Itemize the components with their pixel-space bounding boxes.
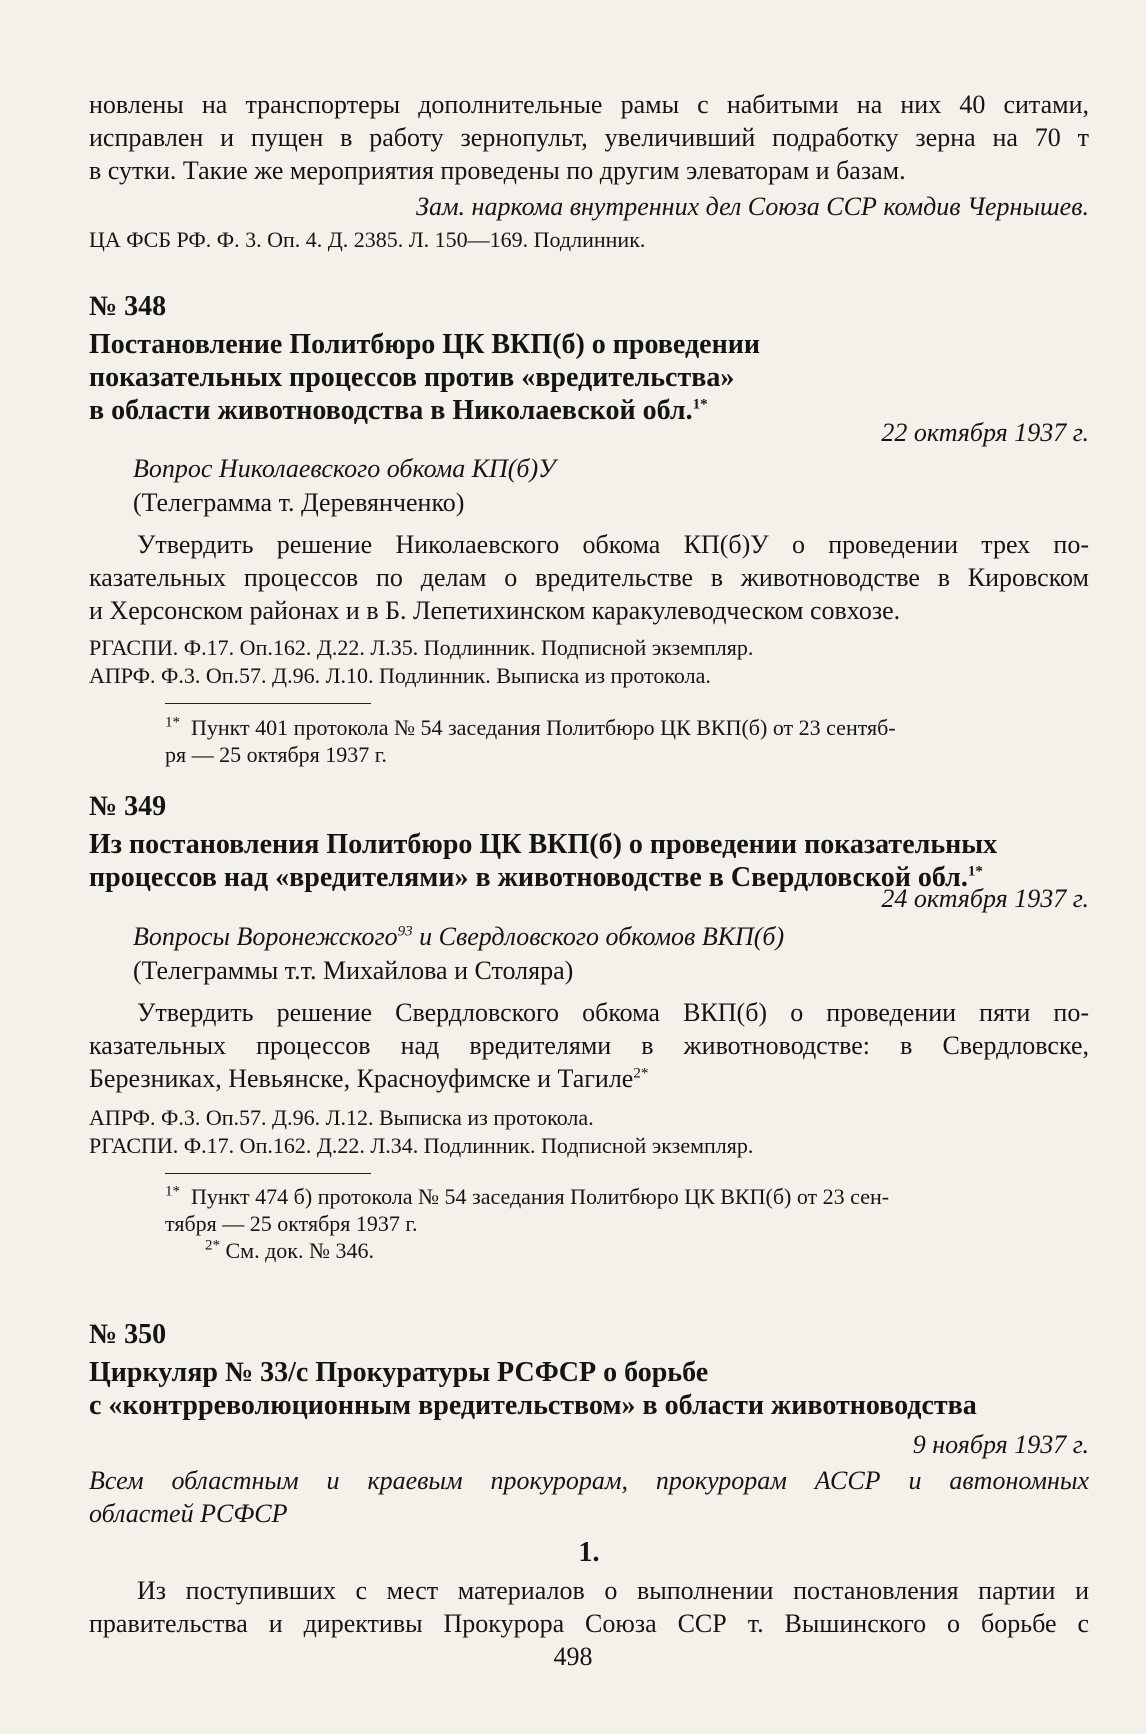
footnote-mark: 2* xyxy=(633,1065,649,1082)
footnote-mark: 1* xyxy=(165,1183,180,1200)
doc350-title xyxy=(89,1356,1089,1422)
text-line: в сутки. Такие же мероприятия проведены по другим элеваторам и базам. xyxy=(89,156,906,185)
text-line: и Херсонском районах и в Б. Лепетихинском каракулеводческом совхозе. xyxy=(89,596,901,625)
doc348-date: 22 октября 1937 г. xyxy=(881,418,1089,447)
doc350-date: 9 ноября 1937 г. xyxy=(912,1430,1089,1459)
title-text: процессов над «вредителями» в животноводстве в Свердловской обл. xyxy=(89,862,968,893)
footnote-mark: 1* xyxy=(692,396,708,413)
source-line: РГАСПИ. Ф.17. Оп.162. Д.22. Л.35. Подлинник. Подписной экземпляр. xyxy=(89,635,754,660)
text-line: Березниках, Невьянске, Красноуфимске и Тагиле$^{2*}$ xyxy=(89,1064,649,1093)
doc349-body xyxy=(89,996,1089,1095)
doc350-body xyxy=(89,1574,1089,1640)
doc349-footnotes xyxy=(165,1183,1089,1264)
title-line: Постановление Политбюро ЦК ВКП(б) о проведении xyxy=(89,329,760,360)
text-line: казательных процессов по делам о вредительстве в животноводстве в Кировском xyxy=(89,563,1089,592)
doc349-number: № 349 xyxy=(89,791,167,822)
footnote-line: тября — 25 октября 1937 г. xyxy=(165,1211,418,1236)
doc348-telegram: (Телеграмма т. Деревянченко) xyxy=(133,488,465,517)
text-line: Утвердить решение Николаевского обкома КП(б)У о проведении трех по- xyxy=(137,530,1089,559)
title-line: показательных процессов против «вредительства» xyxy=(89,362,735,393)
doc349-date: 24 октября 1937 г. xyxy=(881,884,1089,913)
footnote-line: $^{1*}$ Пункт 474 б) протокола № 54 заседания Политбюро ЦК ВКП(б) от 23 сен- xyxy=(165,1183,890,1209)
footnote-line: $^{2*}$ См. док. № 346. xyxy=(205,1237,374,1263)
footnote-mark: 1* xyxy=(165,714,180,731)
top-source: ЦА ФСБ РФ. Ф. 3. Оп. 4. Д. 2385. Л. 150—169. Подлинник. xyxy=(89,227,646,252)
source-line: АПРФ. Ф.3. Оп.57. Д.96. Л.10. Подлинник. Выписка из протокола. xyxy=(89,663,711,688)
text-line: новлены на транспортеры дополнительные рамы с набитыми на них 40 ситами, xyxy=(89,90,1089,119)
doc349-telegram: (Телеграммы т.т. Михайлова и Столяра) xyxy=(133,956,574,985)
doc349-question: Вопросы Воронежского$^{93}$ и Свердловского обкомов ВКП(б) xyxy=(133,922,785,951)
source-line: АПРФ. Ф.3. Оп.57. Д.96. Л.12. Выписка из протокола. xyxy=(89,1105,594,1130)
address-line: Всем областным и краевым прокурорам, прокурорам АССР и автономных xyxy=(89,1466,1089,1495)
doc348-number: № 348 xyxy=(89,291,167,322)
text-line: правительства и директивы Прокурора Союза ССР т. Вышинского о борьбе с xyxy=(89,1609,1089,1638)
text-line: Утвердить решение Свердловского обкома ВКП(б) о проведении пяти по- xyxy=(137,998,1089,1027)
text-line: исправлен и пущен в работу зернопульт, увеличивший подработку зерна на 70 т xyxy=(89,123,1089,152)
address-line: областей РСФСР xyxy=(89,1499,288,1528)
footnote-line: ря — 25 октября 1937 г. xyxy=(165,742,387,767)
page-number: 498 xyxy=(553,1642,593,1671)
doc348-sources xyxy=(89,634,1089,690)
footnote-line: $^{1*}$ Пункт 401 протокола № 54 заседания Политбюро ЦК ВКП(б) от 23 сентяб- xyxy=(165,714,896,740)
doc349-sources xyxy=(89,1104,1089,1160)
doc350-address xyxy=(89,1464,1089,1530)
doc350-section: 1. xyxy=(578,1537,600,1568)
footnote-divider xyxy=(165,703,371,704)
footnote-divider xyxy=(165,1173,371,1174)
doc348-question: Вопрос Николаевского обкома КП(б)У xyxy=(133,454,556,483)
top-signature: Зам. наркома внутренних дел Союза ССР комдив Чернышев. xyxy=(416,192,1089,221)
doc350-number: № 350 xyxy=(89,1319,167,1350)
title-text: в области животноводства в Николаевской обл. xyxy=(89,395,693,426)
footnote-mark: 2* xyxy=(205,1237,220,1254)
top-paragraph xyxy=(89,88,1089,187)
footnote-mark: 1* xyxy=(967,863,983,880)
title-line: с «контрреволюционным вредительством» в области животноводства xyxy=(89,1390,977,1421)
title-line: Из постановления Политбюро ЦК ВКП(б) о проведении показательных xyxy=(89,829,998,860)
text-line: Из поступивших с мест материалов о выполнении постановления партии и xyxy=(137,1576,1089,1605)
text-line: казательных процессов над вредителями в животноводстве: в Свердловске, xyxy=(89,1031,1089,1060)
source-line: РГАСПИ. Ф.17. Оп.162. Д.22. Л.34. Подлинник. Подписной экземпляр. xyxy=(89,1133,754,1158)
doc348-footnote xyxy=(165,714,1089,768)
endnote-mark: 93 xyxy=(397,923,413,940)
title-line: Циркуляр № 33/с Прокуратуры РСФСР о борьбе xyxy=(89,1357,709,1388)
doc348-title xyxy=(89,328,1089,427)
doc348-body xyxy=(89,528,1089,627)
